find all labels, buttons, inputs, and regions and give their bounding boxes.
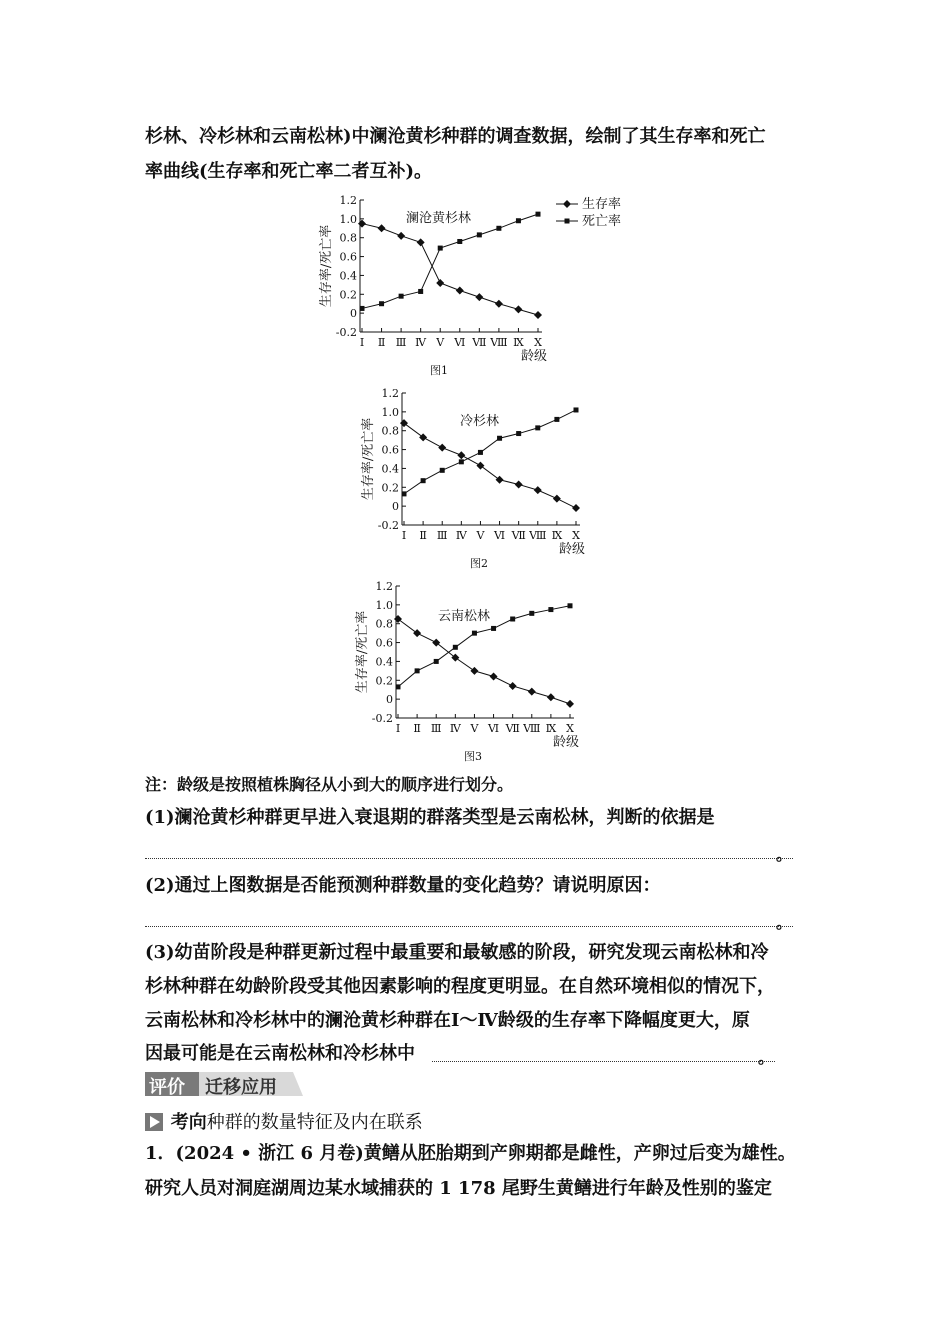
mortality-point xyxy=(529,611,534,616)
y-tick-label: 0.8 xyxy=(375,617,393,631)
banner-right-label: 迁移应用 xyxy=(205,1077,277,1098)
x-tick-label: Ⅴ xyxy=(436,336,445,349)
chart-lengshan xyxy=(360,385,600,570)
x-tick-label: Ⅲ xyxy=(395,336,407,349)
mortality-point xyxy=(457,239,462,244)
chart-yunnan-songlin xyxy=(350,578,590,763)
survival-point xyxy=(490,673,498,681)
mortality-point xyxy=(568,603,573,608)
mortality-point xyxy=(516,431,521,436)
mortality-point xyxy=(459,459,464,464)
chart-title: 澜沧黄杉林 xyxy=(406,211,472,226)
x-tick-label: Ⅶ xyxy=(472,336,487,349)
y-tick-label: 0.2 xyxy=(339,288,357,302)
survival-point xyxy=(413,629,421,637)
y-axis-label: 生存率/死亡率 xyxy=(355,610,370,694)
mortality-point xyxy=(434,659,439,664)
y-tick-label: 0.8 xyxy=(381,424,399,438)
survival-point xyxy=(534,311,542,319)
chart-caption: 图1 xyxy=(430,364,448,377)
y-tick-label: -0.2 xyxy=(377,519,399,532)
mortality-line xyxy=(362,214,538,308)
question-1: (1)澜沧黄杉种群更早进入衰退期的群落类型是云南松林，判断的依据是 xyxy=(145,807,715,828)
x-tick-label: Ⅱ xyxy=(413,722,421,735)
y-tick-label: 1.2 xyxy=(375,580,393,593)
survival-line xyxy=(404,423,576,508)
banner-left-label: 评价 xyxy=(149,1077,185,1098)
survival-line xyxy=(398,619,570,704)
mortality-point xyxy=(438,246,443,251)
x-tick-label: Ⅷ xyxy=(490,336,508,349)
survival-point xyxy=(509,682,517,690)
mortality-point xyxy=(440,468,445,473)
survival-point xyxy=(470,667,478,675)
intro-line-2: 率曲线(生存率和死亡率二者互补)。 xyxy=(145,161,433,182)
survival-point xyxy=(572,504,580,512)
y-tick-label: 0.6 xyxy=(339,250,357,264)
x-axis-label: 龄级 xyxy=(552,735,580,750)
mortality-point xyxy=(421,478,426,483)
kaoxiang-label: 考向 xyxy=(170,1112,207,1133)
x-tick-label: Ⅶ xyxy=(505,722,520,735)
y-tick-label: 1.2 xyxy=(339,194,357,207)
y-tick-label: -0.2 xyxy=(371,712,393,725)
survival-point xyxy=(496,476,504,484)
question-3-line-1: (3)幼苗阶段是种群更新过程中最重要和最敏感的阶段，研究发现云南松林和冷 xyxy=(145,942,769,963)
legend-survival-label: 生存率 xyxy=(582,197,622,212)
kaoxiang-row xyxy=(145,1108,423,1134)
answer-blank-3[interactable] xyxy=(432,1061,775,1062)
x-tick-label: Ⅷ xyxy=(529,529,547,542)
x-tick-label: Ⅳ xyxy=(449,722,461,735)
period-3: 。 xyxy=(758,1048,775,1067)
x-tick-label: Ⅹ xyxy=(566,722,574,735)
survival-point xyxy=(534,486,542,494)
section-banner xyxy=(145,1072,305,1096)
x-tick-label: Ⅴ xyxy=(476,529,485,542)
legend-mortality-label: 死亡率 xyxy=(582,214,622,229)
mortality-point xyxy=(510,617,515,622)
mortality-point xyxy=(574,407,579,412)
survival-point xyxy=(495,300,503,308)
survival-point xyxy=(456,287,464,295)
y-tick-label: 0.2 xyxy=(375,674,393,688)
y-tick-label: 0.6 xyxy=(375,636,393,650)
y-tick-label: 1.0 xyxy=(381,405,399,419)
mortality-point xyxy=(396,684,401,689)
y-tick-label: 0.2 xyxy=(381,481,399,495)
x-axis-label: 龄级 xyxy=(558,542,586,557)
y-axis-label: 生存率/死亡率 xyxy=(319,224,334,308)
y-tick-label: -0.2 xyxy=(335,326,357,339)
problem-1-line-2: 研究人员对洞庭湖周边某水域捕获的 1 178 尾野生黄鳝进行年龄及性别的鉴定 xyxy=(145,1178,772,1199)
survival-point xyxy=(417,238,425,246)
mortality-point xyxy=(399,294,404,299)
x-tick-label: Ⅸ xyxy=(545,722,557,735)
survival-point xyxy=(515,480,523,488)
question-3-line-3: 云南松林和冷杉林中的澜沧黄杉种群在Ⅰ～Ⅳ龄级的生存率下降幅度更大，原 xyxy=(145,1010,750,1031)
survival-point xyxy=(400,419,408,427)
survival-point xyxy=(436,279,444,287)
chart-caption: 图3 xyxy=(464,750,482,763)
x-tick-label: Ⅳ xyxy=(455,529,467,542)
chart-title: 冷杉林 xyxy=(460,414,500,429)
chart-title: 云南松林 xyxy=(438,609,491,624)
survival-point xyxy=(378,224,386,232)
survival-point xyxy=(528,688,536,696)
period-1: 。 xyxy=(776,845,793,864)
question-3-line-2: 杉林种群在幼龄阶段受其他因素影响的程度更明显。在自然环境相似的情况下， xyxy=(145,976,775,997)
chart-caption: 图2 xyxy=(470,557,488,570)
y-tick-label: 0.4 xyxy=(375,655,393,669)
y-tick-label: 1.2 xyxy=(381,387,399,400)
y-tick-label: 0 xyxy=(350,307,357,321)
x-tick-label: Ⅵ xyxy=(488,722,500,735)
x-tick-label: Ⅵ xyxy=(454,336,466,349)
problem-1-line-1: 1．(2024 • 浙江 6 月卷)黄鳝从胚胎期到产卵期都是雌性，产卵过后变为雄性。 xyxy=(145,1143,796,1164)
answer-blank-2[interactable] xyxy=(145,926,793,927)
mortality-point xyxy=(360,306,365,311)
x-tick-label: Ⅹ xyxy=(572,529,580,542)
mortality-point xyxy=(548,607,553,612)
x-tick-label: Ⅴ xyxy=(470,722,479,735)
legend-mortality-marker xyxy=(565,219,570,224)
x-tick-label: Ⅳ xyxy=(415,336,427,349)
survival-point xyxy=(476,462,484,470)
intro-line-1: 杉林、冷杉林和云南松林)中澜沧黄杉种群的调查数据，绘制了其生存率和死亡 xyxy=(145,126,766,147)
x-tick-label: Ⅶ xyxy=(511,529,526,542)
legend-survival-marker xyxy=(563,200,571,208)
survival-point xyxy=(457,451,465,459)
y-tick-label: 0 xyxy=(386,693,393,707)
survival-point xyxy=(547,693,555,701)
y-tick-label: 1.0 xyxy=(339,212,357,226)
x-tick-label: Ⅱ xyxy=(419,529,427,542)
x-tick-label: Ⅹ xyxy=(534,336,542,349)
mortality-point xyxy=(418,289,423,294)
y-tick-label: 0.6 xyxy=(381,443,399,457)
y-tick-label: 0.4 xyxy=(339,269,357,283)
y-tick-label: 0 xyxy=(392,500,399,514)
survival-point xyxy=(566,700,574,708)
x-tick-label: Ⅰ xyxy=(401,529,407,542)
mortality-point xyxy=(402,491,407,496)
survival-point xyxy=(514,305,522,313)
mortality-point xyxy=(478,450,483,455)
period-2: 。 xyxy=(776,913,793,932)
x-tick-label: Ⅵ xyxy=(494,529,506,542)
survival-point xyxy=(419,433,427,441)
x-tick-label: Ⅷ xyxy=(523,722,541,735)
x-tick-label: Ⅸ xyxy=(551,529,563,542)
survival-point xyxy=(394,615,402,623)
survival-point xyxy=(397,232,405,240)
answer-blank-1[interactable] xyxy=(145,858,793,859)
x-tick-label: Ⅲ xyxy=(436,529,448,542)
mortality-point xyxy=(453,645,458,650)
mortality-point xyxy=(516,218,521,223)
question-3-line-4: 因最可能是在云南松林和冷杉林中 xyxy=(145,1043,415,1064)
x-tick-label: Ⅰ xyxy=(395,722,401,735)
mortality-point xyxy=(496,226,501,231)
y-tick-label: 1.0 xyxy=(375,598,393,612)
y-tick-label: 0.4 xyxy=(381,462,399,476)
mortality-point xyxy=(477,232,482,237)
mortality-point xyxy=(415,668,420,673)
x-tick-label: Ⅱ xyxy=(377,336,386,349)
mortality-point xyxy=(379,301,384,306)
note: 注：龄级是按照植株胸径从小到大的顺序进行划分。 xyxy=(145,775,514,794)
mortality-point xyxy=(535,425,540,430)
play-triangle-icon xyxy=(145,1113,163,1131)
survival-point xyxy=(438,444,446,452)
mortality-point xyxy=(497,436,502,441)
x-tick-label: Ⅰ xyxy=(359,336,365,349)
chart-lancang-huangshan xyxy=(318,192,638,377)
survival-point xyxy=(475,293,483,301)
x-tick-label: Ⅲ xyxy=(430,722,442,735)
survival-point xyxy=(553,495,561,503)
mortality-point xyxy=(472,631,477,636)
mortality-point xyxy=(491,626,496,631)
y-axis-label: 生存率/死亡率 xyxy=(361,417,376,501)
survival-point xyxy=(358,220,366,228)
mortality-point xyxy=(554,417,559,422)
kaoxiang-text: 种群的数量特征及内在联系 xyxy=(206,1112,423,1133)
y-tick-label: 0.8 xyxy=(339,231,357,245)
mortality-point xyxy=(536,212,541,217)
x-tick-label: Ⅸ xyxy=(513,336,524,349)
x-axis-label: 龄级 xyxy=(520,349,548,364)
question-2: (2)通过上图数据是否能预测种群数量的变化趋势？请说明原因： xyxy=(145,875,661,896)
